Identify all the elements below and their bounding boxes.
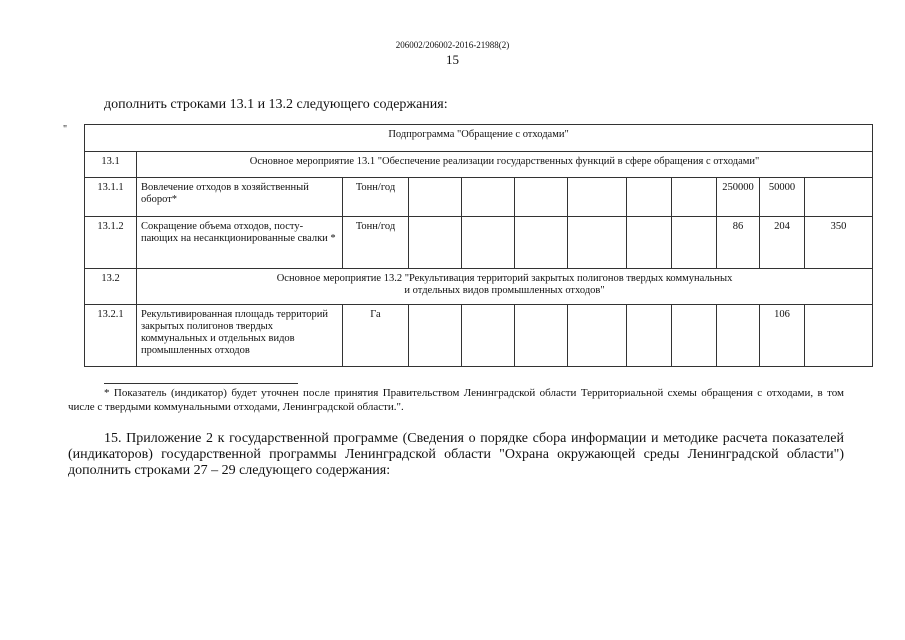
value-cell — [568, 178, 627, 217]
unit-cell: Тонн/год — [343, 217, 409, 268]
intro-text: дополнить строками 13.1 и 13.2 следующего содержания: — [104, 97, 448, 112]
value-cell — [805, 305, 873, 367]
value-cell — [627, 305, 672, 367]
value-cell — [409, 217, 462, 268]
value-cell — [805, 178, 873, 217]
unit-cell: Га — [343, 305, 409, 367]
value-cell: 350 — [805, 217, 873, 268]
value-cell — [672, 178, 717, 217]
indicator-name: Рекультивированная площадь территорий закрытых полигонов твердых коммунальных и отдельных видов промышленных отходов — [137, 305, 343, 367]
value-cell — [627, 178, 672, 217]
table-row-subprogram — [85, 125, 873, 152]
main-activity-title: Основное мероприятие 13.1 "Обеспечение реализации государственных функций в сфере обращения с отходами" — [137, 151, 873, 178]
table-row — [85, 305, 873, 367]
value-cell — [515, 217, 568, 268]
value-cell — [409, 178, 462, 217]
main-activity-title — [137, 268, 873, 305]
value-cell — [515, 305, 568, 367]
value-cell — [409, 305, 462, 367]
row-number: 13.1 — [85, 151, 137, 178]
value-cell — [717, 305, 760, 367]
value-cell — [672, 305, 717, 367]
subprogram-title: Подпрограмма "Обращение с отходами" — [85, 125, 873, 152]
value-cell — [627, 217, 672, 268]
row-number: 13.2.1 — [85, 305, 137, 367]
value-cell: 50000 — [760, 178, 805, 217]
value-cell: 204 — [760, 217, 805, 268]
value-cell — [462, 305, 515, 367]
row-number: 13.1.1 — [85, 178, 137, 217]
title-line: и отдельных видов промышленных отходов" — [404, 284, 605, 296]
page-number: 15 — [446, 52, 459, 67]
opening-quote: " — [63, 124, 68, 135]
value-cell — [568, 217, 627, 268]
document-id: 206002/206002-2016-21988(2) — [395, 40, 510, 50]
value-cell — [568, 305, 627, 367]
table-row — [85, 151, 873, 178]
value-cell — [462, 178, 515, 217]
value-cell: 106 — [760, 305, 805, 367]
footnote — [68, 386, 844, 414]
table-row — [85, 178, 873, 217]
table-row — [85, 268, 873, 305]
row-number: 13.2 — [85, 268, 137, 305]
value-cell: 250000 — [717, 178, 760, 217]
indicator-name: Вовлечение отходов в хозяйственный оборот* — [137, 178, 343, 217]
value-cell — [515, 178, 568, 217]
footnote-divider — [104, 383, 298, 384]
value-cell — [462, 217, 515, 268]
footnote-text: * Показатель (индикатор) будет уточнен после принятия Правительством Ленинградской области Территориальной схемы обращения с отходами, в том числе с твердыми коммунальными отходами, Ленинградской области.". — [68, 387, 844, 413]
paragraph-15-text: 15. Приложение 2 к государственной программе (Сведения о порядке сбора информации и методике расчета показателей (индикаторов) государственной программы Ленинградской области "Охрана окружающей среды Ленинградской области") дополнить строками 27 – 29 следующего содержания: — [68, 431, 844, 478]
value-cell: 86 — [717, 217, 760, 268]
title-line: Основное мероприятие 13.2 "Рекультивация территорий закрытых полигонов твердых коммунальных — [276, 272, 733, 284]
row-number: 13.1.2 — [85, 217, 137, 268]
paragraph-15 — [68, 431, 844, 479]
indicators-table — [84, 124, 873, 367]
unit-cell: Тонн/год — [343, 178, 409, 217]
value-cell — [672, 217, 717, 268]
table-row — [85, 217, 873, 268]
indicator-name: Сокращение объема отходов, посту-пающих на несанкционированные свалки * — [137, 217, 343, 268]
